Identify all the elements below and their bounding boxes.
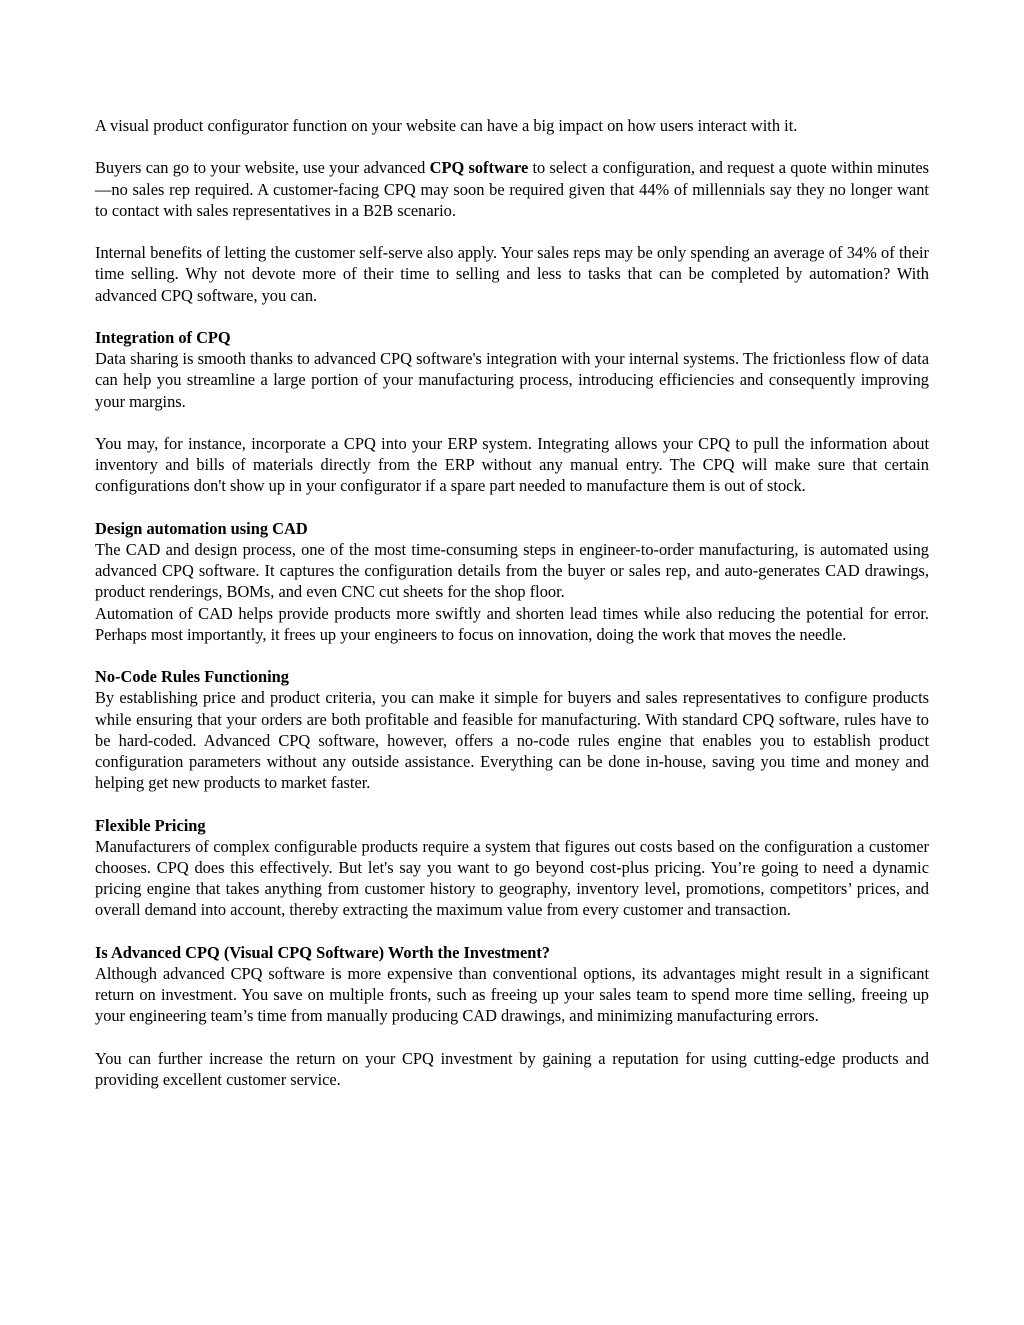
intro-p2-text-after: to select a configuration, and request a quote within minutes—no sales rep required. A customer-facing CPQ may soon be required given that 44% of millennials say they no longer want to contact with sales representatives in a B2B scenario. (95, 158, 930, 220)
pricing-p1-text: Manufacturers of complex configurable products require a system that figures out costs based on the configuration a customer chooses. CPQ does this effectively. But let's say you want to go beyond cost-plus pricing. You’re going to need a dynamic pricing engine that takes anything from customer history to geography, inventory level, promotions, competitors’ prices, and overall demand into account, thereby extracting the maximum value from every customer and transaction. (95, 836, 929, 920)
nocode-p1-text: By establishing price and product criteria, you can make it simple for buyers and sales representatives to configure products while ensuring that your orders are both profitable and feasible for manufacturing. With standard CPQ software, rules have to be hard-coded. Advanced CPQ software, however, offers a no-code rules engine that enables you to establish product configuration parameters without any outside assistance. Everything can be done in-house, saving you time and money and helping get new products to market faster. (95, 688, 929, 793)
investment-heading: Is Advanced CPQ (Visual CPQ Software) Worth the Investment? (95, 942, 550, 962)
pricing-heading: Flexible Pricing (95, 815, 206, 835)
document-page (95, 115, 929, 1111)
integration-section-p1 (95, 327, 929, 412)
intro-paragraph-3: Internal benefits of letting the customer self-serve also apply. Your sales reps may be only spending an average of 34% of their time selling. Why not devote more of their time to selling and less to tasks that can be completed by automation? With advanced CPQ software, you can. (95, 243, 929, 305)
design-p1-text: The CAD and design process, one of the most time-consuming steps in engineer-to-order manufacturing, is automated using advanced CPQ software. It captures the configuration details from the buyer or sales rep, and auto-generates CAD drawings, product renderings, BOMs, and even CNC cut sheets for the shop floor. (95, 539, 929, 602)
investment-section-p1 (95, 942, 929, 1027)
design-heading: Design automation using CAD (95, 518, 308, 538)
nocode-section-p1 (95, 666, 929, 793)
design-paragraph-2: Automation of CAD helps provide products more swiftly and shorten lead times while also reducing the potential for error. Perhaps most importantly, it frees up your engineers to focus on innovation, doing the work that moves the needle. (95, 603, 929, 644)
integration-p1-text: Data sharing is smooth thanks to advanced CPQ software's integration with your internal systems. The frictionless flow of data can help you streamline a large portion of your manufacturing process, introducing efficiencies and consequently improving your margins. (95, 349, 929, 411)
integration-heading: Integration of CPQ (95, 327, 231, 347)
intro-paragraph-2 (95, 157, 929, 221)
pricing-section-p1 (95, 815, 929, 921)
design-section-p1 (95, 518, 929, 603)
intro-p2-text-before: Buyers can go to your website, use your advanced (95, 158, 430, 178)
integration-paragraph-2: You may, for instance, incorporate a CPQ into your ERP system. Integrating allows your CPQ to pull the information about inventory and bills of materials directly from the ERP without any manual entry. The CPQ will make sure that certain configurations don't show up in your configurator if a spare part needed to manufacture them is out of stock. (95, 433, 929, 496)
investment-p1-text: Although advanced CPQ software is more expensive than conventional options, its advantages might result in a significant return on investment. You save on multiple fronts, such as freeing up your sales team to spend more time selling, freeing up your engineering team’s time from manually producing CAD drawings, and minimizing manufacturing errors. (95, 964, 929, 1026)
investment-paragraph-2: You can further increase the return on your CPQ investment by gaining a reputation for using cutting-edge products and providing excellent customer service. (95, 1048, 929, 1089)
nocode-heading: No-Code Rules Functioning (95, 667, 289, 687)
intro-paragraph-1: A visual product configurator function on your website can have a big impact on how users interact with it. (95, 116, 798, 135)
cpq-software-emphasis: CPQ software (429, 158, 529, 178)
